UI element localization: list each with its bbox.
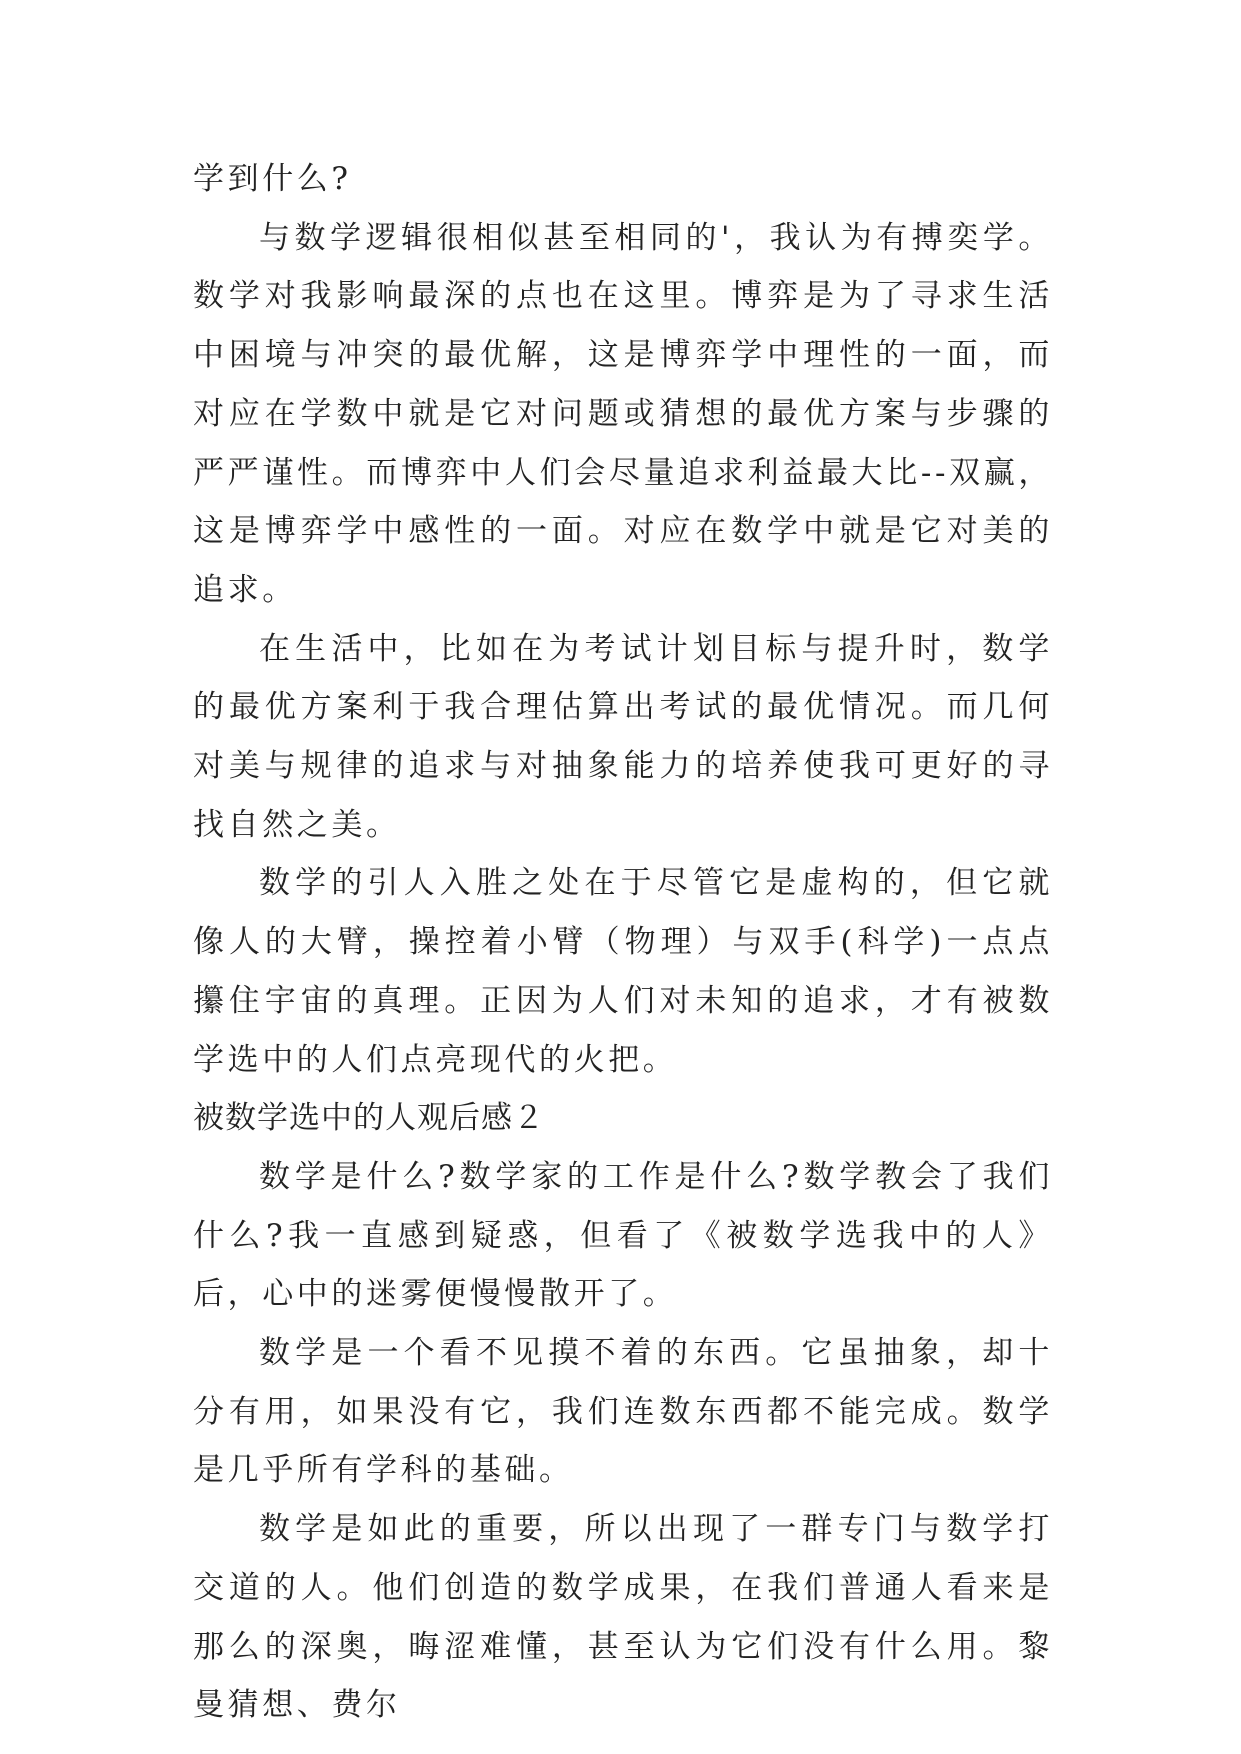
paragraph: 与数学逻辑很相似甚至相同的'，我认为有搏奕学。数学对我影响最深的点也在这里。博弈是为了寻求生活中困境与冲突的最优解，这是博弈学中理性的一面，而对应在学数中就是它对问题或猜想的最优方案与步骤的严严谨性。而博弈中人们会尽量追求利益最大比--双赢，这是博弈学中感性的一面。对应在数学中就是它对美的追求。 xyxy=(193,219,1053,608)
continuation-line: 学到什么? xyxy=(193,161,352,197)
paragraph: 数学是一个看不见摸不着的东西。它虽抽象，却十分有用，如果没有它，我们连数东西都不能完成。数学是几乎所有学科的基础。 xyxy=(193,1335,1053,1489)
paragraph: 数学是如此的重要，所以出现了一群专门与数学打交道的人。他们创造的数学成果，在我们普通人看来是那么的深奥，晦涩难懂，甚至认为它们没有什么用。黎曼猜想、费尔 xyxy=(193,1511,1053,1724)
paragraph: 数学是什么?数学家的工作是什么?数学教会了我们什么?我一直感到疑惑，但看了《被数学选我中的人》后，心中的迷雾便慢慢散开了。 xyxy=(193,1158,1053,1313)
paragraph: 在生活中，比如在为考试计划目标与提升时，数学的最优方案利于我合理估算出考试的最优情况。而几何对美与规律的追求与对抽象能力的培养使我可更好的寻找自然之美。 xyxy=(193,630,1053,843)
document-body xyxy=(193,150,1053,1735)
paragraph: 数学的引人入胜之处在于尽管它是虚构的，但它就像人的大臂，操控着小臂（物理）与双手(科学)一点点攥住宇宙的真理。正因为人们对未知的追求，才有被数学选中的人们点亮现代的火把。 xyxy=(193,865,1053,1078)
section-subtitle: 被数学选中的人观后感２ xyxy=(193,1100,545,1137)
